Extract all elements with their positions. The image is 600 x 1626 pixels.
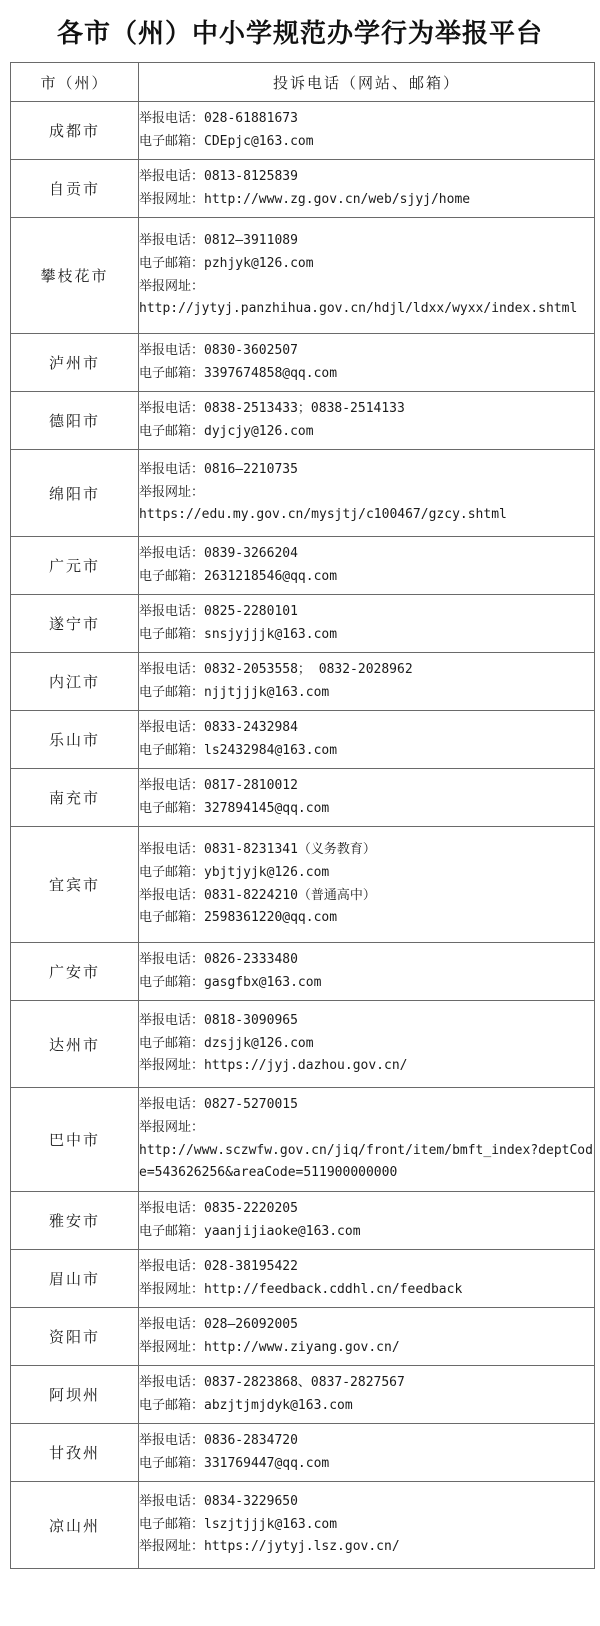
table-row [11, 537, 595, 595]
city-name: 自贡市 [11, 160, 139, 218]
contact-line: 举报电话：0831-8231341（义务教育） [139, 842, 376, 858]
contact-line: 举报电话：0832-2053558； 0832-2028962 [139, 661, 413, 677]
contact-line: 电子邮箱：snsjyjjjk@163.com [139, 626, 338, 642]
contact-info [139, 769, 595, 827]
city-name: 资阳市 [11, 1308, 139, 1366]
city-name: 泸州市 [11, 334, 139, 392]
contact-info [139, 711, 595, 769]
contact-line: 电子邮箱：njjtjjjk@163.com [139, 684, 330, 700]
contact-line: 举报电话：0812—3911089 [139, 233, 298, 249]
city-name: 广元市 [11, 537, 139, 595]
table-row [11, 769, 595, 827]
contact-line: 电子邮箱：2598361220@qq.com [139, 910, 338, 926]
contact-info [139, 1088, 595, 1192]
contact-line: 电子邮箱：ybjtjyjk@126.com [139, 864, 330, 880]
contact-line: 举报电话：028—26092005 [139, 1316, 298, 1332]
contact-line: 举报电话：0816—2210735 [139, 462, 298, 478]
contact-info [139, 1192, 595, 1250]
table-row [11, 1001, 595, 1088]
table-row [11, 653, 595, 711]
contact-line: 电子邮箱：lszjtjjjk@163.com [139, 1516, 338, 1532]
city-name: 达州市 [11, 1001, 139, 1088]
contact-line: http://jytyj.panzhihua.gov.cn/hdjl/ldxx/wyxx/index.shtml [139, 301, 578, 317]
table-row [11, 218, 595, 334]
city-name: 攀枝花市 [11, 218, 139, 334]
contact-info [139, 1001, 595, 1088]
table-row [11, 450, 595, 537]
contact-line: 电子邮箱：2631218546@qq.com [139, 568, 338, 584]
report-platform-table [10, 62, 595, 1569]
contact-info [139, 218, 595, 334]
contact-info [139, 1366, 595, 1424]
contact-line: 举报电话：0826-2333480 [139, 951, 298, 967]
contact-line: 电子邮箱：CDEpjc@163.com [139, 133, 314, 149]
contact-line: 举报网址：http://feedback.cddhl.cn/feedback [139, 1281, 463, 1297]
contact-info [139, 334, 595, 392]
column-header-contact: 投诉电话（网站、邮箱） [139, 63, 595, 102]
table-row [11, 160, 595, 218]
city-name: 广安市 [11, 943, 139, 1001]
contact-line: 举报电话：0827-5270015 [139, 1097, 298, 1113]
table-row [11, 1482, 595, 1569]
contact-line: 电子邮箱：abzjtjmjdyk@163.com [139, 1397, 353, 1413]
contact-line: 电子邮箱：dzsjjk@126.com [139, 1035, 314, 1051]
table-row [11, 1250, 595, 1308]
page-title: 各市（州）中小学规范办学行为举报平台 [56, 18, 543, 49]
contact-line: 举报电话：0813-8125839 [139, 168, 298, 184]
contact-line: 电子邮箱：dyjcjy@126.com [139, 423, 314, 439]
contact-line: 举报网址： [139, 1119, 205, 1135]
table-row [11, 1424, 595, 1482]
city-name: 雅安市 [11, 1192, 139, 1250]
contact-line: 举报网址：http://www.zg.gov.cn/web/sjyj/home [139, 191, 471, 207]
table-row [11, 1366, 595, 1424]
contact-line: 电子邮箱：pzhjyk@126.com [139, 255, 314, 271]
contact-line: 电子邮箱：gasgfbx@163.com [139, 974, 322, 990]
city-name: 内江市 [11, 653, 139, 711]
contact-line: 电子邮箱：327894145@qq.com [139, 800, 330, 816]
table-row [11, 392, 595, 450]
contact-line: 举报网址：https://jyj.dazhou.gov.cn/ [139, 1058, 408, 1074]
contact-line: 举报电话：0817-2810012 [139, 777, 298, 793]
table-body [11, 102, 595, 1569]
contact-line: 举报电话：0818-3090965 [139, 1013, 298, 1029]
table-row [11, 827, 595, 943]
contact-info [139, 1482, 595, 1569]
contact-line: 举报电话：0831-8224210（普通高中） [139, 887, 376, 903]
contact-line: 举报电话：0835-2220205 [139, 1200, 298, 1216]
contact-info [139, 102, 595, 160]
table-row [11, 102, 595, 160]
contact-line: 举报电话：0838-2513433；0838-2514133 [139, 400, 405, 416]
contact-info [139, 1308, 595, 1366]
table-row [11, 595, 595, 653]
table-row [11, 334, 595, 392]
contact-info [139, 653, 595, 711]
contact-info [139, 827, 595, 943]
contact-line: 举报电话：0825-2280101 [139, 603, 298, 619]
column-header-city: 市（州） [11, 63, 139, 102]
contact-line: 举报电话：0834-3229650 [139, 1494, 298, 1510]
contact-info [139, 537, 595, 595]
contact-line: https://edu.my.gov.cn/mysjtj/c100467/gzcy.shtml [139, 507, 507, 523]
contact-line: 电子邮箱：3397674858@qq.com [139, 365, 338, 381]
city-name: 阿坝州 [11, 1366, 139, 1424]
city-name: 南充市 [11, 769, 139, 827]
contact-info [139, 1250, 595, 1308]
city-name: 成都市 [11, 102, 139, 160]
city-name: 德阳市 [11, 392, 139, 450]
city-name: 眉山市 [11, 1250, 139, 1308]
contact-info [139, 160, 595, 218]
contact-line: 举报电话：028-38195422 [139, 1258, 298, 1274]
table-row [11, 711, 595, 769]
city-name: 乐山市 [11, 711, 139, 769]
contact-line: 举报电话：0839-3266204 [139, 545, 298, 561]
contact-line: 电子邮箱：ls2432984@163.com [139, 742, 338, 758]
table-row [11, 1308, 595, 1366]
contact-line: 举报电话：028-61881673 [139, 110, 298, 126]
contact-line: 举报电话：0833-2432984 [139, 719, 298, 735]
city-name: 巴中市 [11, 1088, 139, 1192]
contact-line: 举报网址： [139, 484, 205, 500]
table-row [11, 943, 595, 1001]
contact-info [139, 392, 595, 450]
contact-line: http://www.sczwfw.gov.cn/jiq/front/item/bmft_index?deptCode=543626256&areaCode=511900000000 [139, 1142, 593, 1181]
contact-line: 举报网址：http://www.ziyang.gov.cn/ [139, 1339, 400, 1355]
contact-line: 举报网址： [139, 278, 205, 294]
contact-info [139, 1424, 595, 1482]
contact-line: 举报电话：0836-2834720 [139, 1432, 298, 1448]
contact-line: 电子邮箱：331769447@qq.com [139, 1455, 330, 1471]
city-name: 遂宁市 [11, 595, 139, 653]
table-row [11, 1088, 595, 1192]
city-name: 绵阳市 [11, 450, 139, 537]
contact-line: 举报电话：0837-2823868、0837-2827567 [139, 1374, 405, 1390]
city-name: 凉山州 [11, 1482, 139, 1569]
city-name: 甘孜州 [11, 1424, 139, 1482]
city-name: 宜宾市 [11, 827, 139, 943]
contact-info [139, 943, 595, 1001]
contact-line: 电子邮箱：yaanjijiaoke@163.com [139, 1223, 361, 1239]
contact-info [139, 450, 595, 537]
contact-info [139, 595, 595, 653]
contact-line: 举报网址：https://jytyj.lsz.gov.cn/ [139, 1539, 400, 1555]
table-row [11, 1192, 595, 1250]
contact-line: 举报电话：0830-3602507 [139, 342, 298, 358]
table-header-row [11, 63, 595, 102]
